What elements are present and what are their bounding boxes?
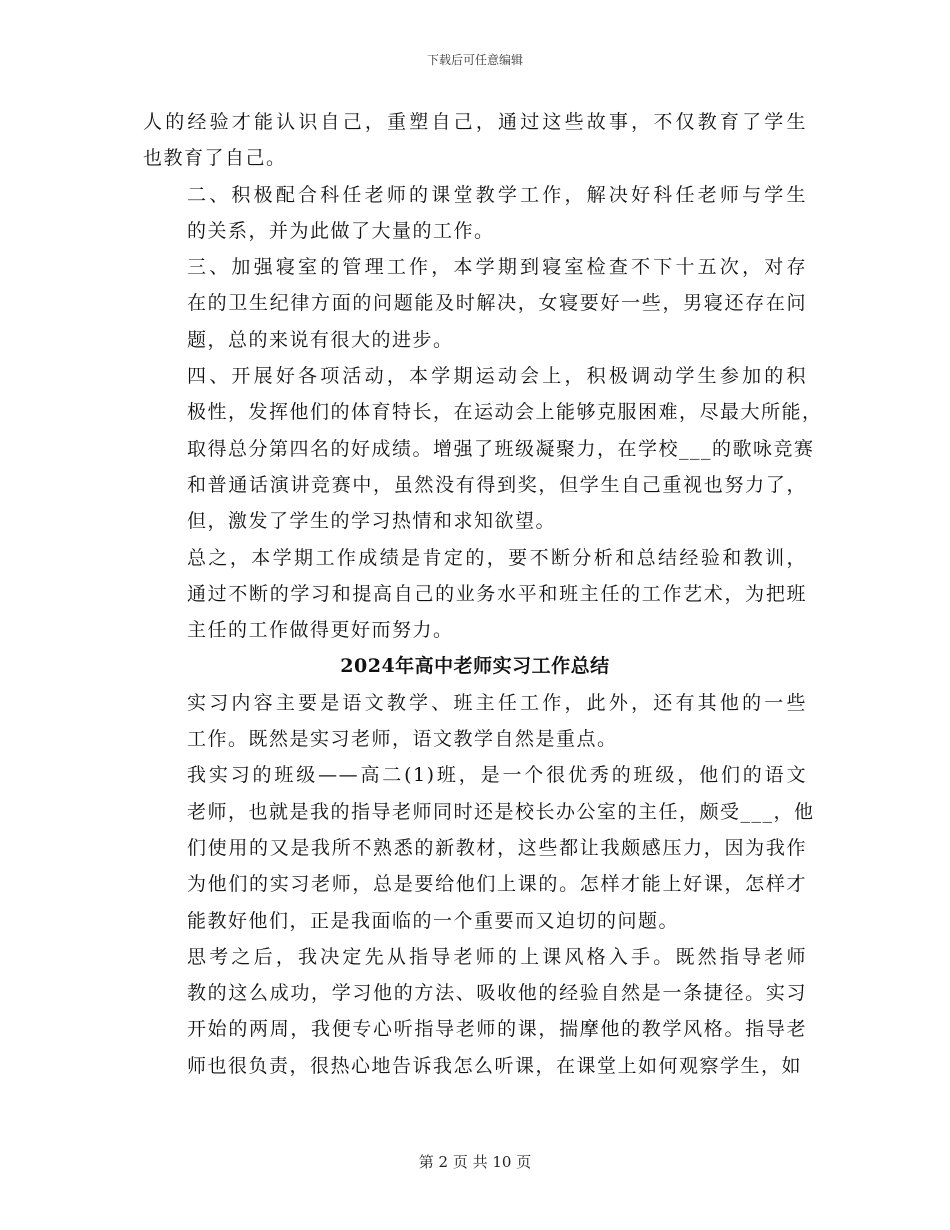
paragraph-line: 在的卫生纪律方面的问题能及时解决，女寝要好一些，男寝还存在问 [187,292,807,315]
paragraph-line: 人的经验才能认识自己，重塑自己，通过这些故事，不仅教育了学生 [143,111,807,133]
paragraph-line: 工作。既然是实习老师，语文教学自然是重点。 [187,728,618,751]
page-footer: 第 2 页 共 10 页 [418,1153,532,1171]
paragraph-line: 们使用的又是我所不熟悉的新教材，这些都让我颇感压力，因为我作 [187,836,807,859]
paragraph-line: 二、积极配合科任老师的课堂教学工作，解决好科任老师与学生 [187,183,807,206]
paragraph-line: 思考之后，我决定先从指导老师的上课风格入手。既然指导老师 [187,945,807,968]
paragraph [143,757,815,938]
paragraph-line: 和普通话演讲竞赛中，虽然没有得到奖，但学生自己重视也努力了， [187,473,807,496]
paragraph-line: 的关系，并为此做了大量的工作。 [187,219,495,242]
paragraph-line: 为他们的实习老师，总是要给他们上课的。怎样才能上好课，怎样才 [187,873,807,896]
paragraph [143,104,807,177]
paragraph-line: 取得总分第四名的好成绩。增强了班级凝聚力，在学校___的歌咏竞赛 [187,437,815,460]
paragraph-line: 老师，也就是我的指导老师同时还是校长办公室的主任，颇受___，他 [187,800,815,823]
paragraph [143,939,807,1084]
paragraph-line: 我实习的班级——高二(1)班，是一个很优秀的班级，他们的语文 [187,764,807,787]
paragraph [143,540,807,649]
paragraph-line: 能教好他们，正是我面临的一个重要而又迫切的问题。 [187,909,680,932]
paragraph-line: 总之，本学期工作成绩是肯定的，要不断分析和总结经验和教训， [187,546,807,569]
page-header: 下载后可任意编辑 [426,53,523,67]
paragraph-line: 师也很负责，很热心地告诉我怎么听课，在课堂上如何观察学生，如 [187,1054,803,1077]
paragraphs-part-2 [143,685,815,1084]
document-body [143,104,823,1084]
paragraph-line: 通过不断的学习和提高自己的业务水平和班主任的工作艺术，为把班 [187,582,807,605]
paragraph-line: 主任的工作做得更好而努力。 [187,619,454,642]
paragraph-line: 开始的两周，我便专心听指导老师的课，揣摩他的教学风格。指导老 [187,1018,807,1041]
paragraph-line: 四、开展好各项活动，本学期运动会上，积极调动学生参加的积 [187,365,807,388]
paragraph-line: 也教育了自己。 [143,147,287,170]
paragraph-line: 但，激发了学生的学习热情和求知欲望。 [187,510,557,533]
section-title: 2024年高中老师实习工作总结 [340,655,610,678]
paragraph-line: 教的这么成功，学习他的方法、吸收他的经验自然是一条捷径。实习 [187,982,807,1005]
paragraph-line: 题，总的来说有很大的进步。 [187,328,454,351]
paragraph [143,249,807,358]
paragraph-line: 极性，发挥他们的体育特长，在运动会上能够克服困难，尽最大所能， [187,401,823,424]
paragraph-line: 实习内容主要是语文教学、班主任工作，此外，还有其他的一些 [187,691,807,714]
paragraphs-part-1 [143,104,823,648]
paragraph [143,358,823,539]
paragraph [143,685,807,758]
paragraph-line: 三、加强寝室的管理工作，本学期到寝室检查不下十五次，对存 [187,256,807,279]
paragraph [143,177,807,250]
